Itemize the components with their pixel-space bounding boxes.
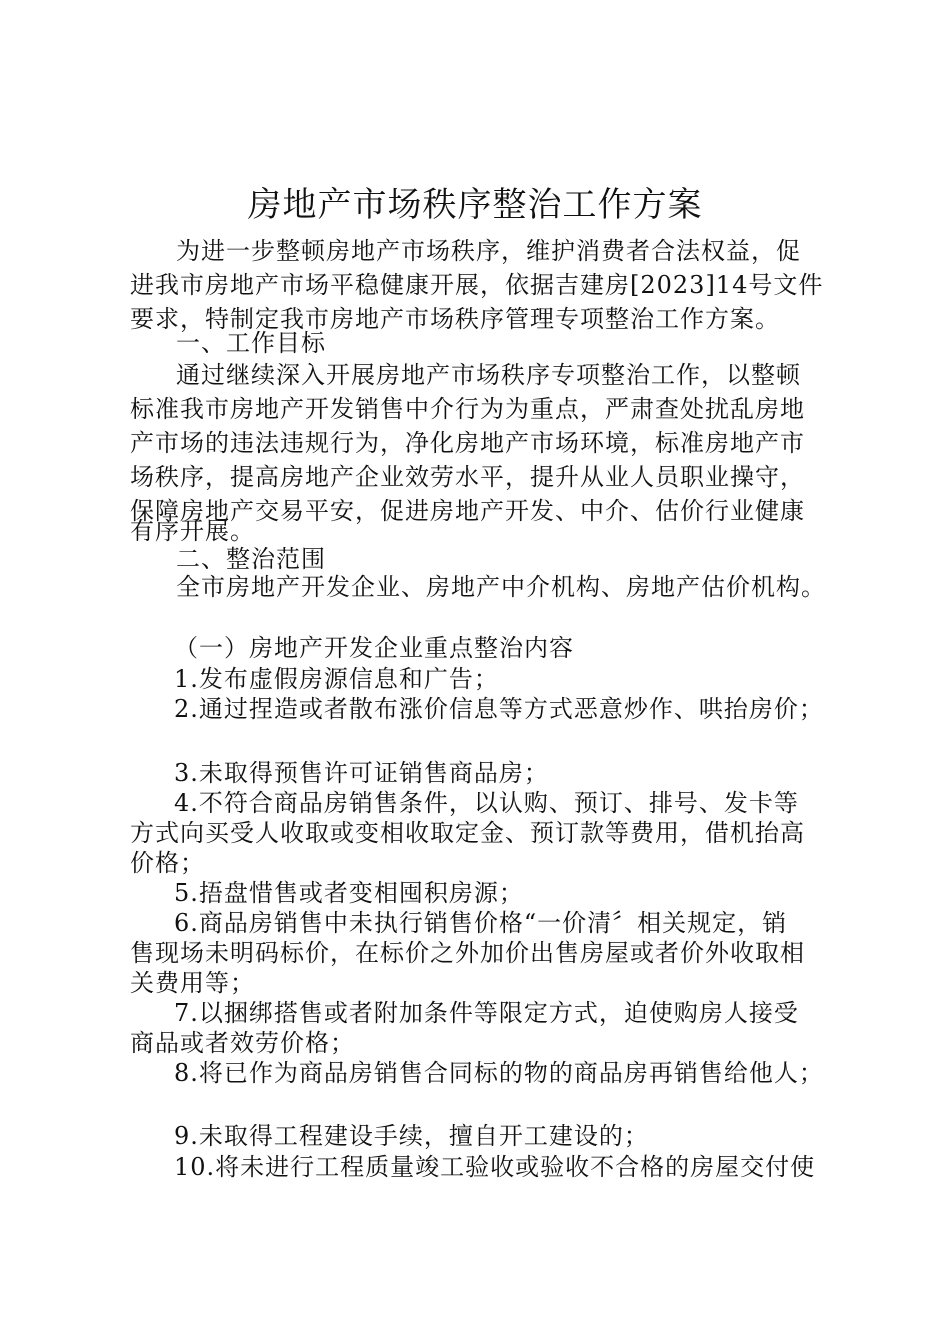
paragraph-line: 标准我市房地产开发销售中介行为为重点，严肃查处扰乱房地 <box>130 395 805 423</box>
list-item-continuation: 售现场未明码标价，在标价之外加价出售房屋或者价外收取相 <box>130 939 805 967</box>
paragraph-line: 有序开展。 <box>130 517 255 545</box>
section-heading: 一、工作目标 <box>176 329 326 357</box>
list-item: 4.不符合商品房销售条件，以认购、预订、排号、发卡等 <box>174 789 799 817</box>
paragraph-line: 要求，特制定我市房地产市场秩序管理专项整治工作方案。 <box>130 305 780 333</box>
list-item: 8.将已作为商品房销售合同标的物的商品房再销售给他人； <box>174 1059 824 1087</box>
paragraph-line: 通过继续深入开展房地产市场秩序专项整治工作，以整顿 <box>176 361 801 389</box>
paragraph-line: 进我市房地产市场平稳健康开展，依据吉建房[2023]14号文件 <box>130 271 824 299</box>
paragraph-line: 为进一步整顿房地产市场秩序，维护消费者合法权益，促 <box>176 237 801 265</box>
document-title: 房地产市场秩序整治工作方案 <box>247 185 703 225</box>
list-item: 3.未取得预售许可证销售商品房； <box>174 759 549 787</box>
list-item: 5.捂盘惜售或者变相囤积房源； <box>174 879 524 907</box>
list-item-continuation: 价格； <box>130 849 205 877</box>
list-item: 7.以捆绑搭售或者附加条件等限定方式，迫使购房人接受 <box>174 999 799 1027</box>
list-item-continuation: 商品或者效劳价格； <box>130 1029 355 1057</box>
paragraph-line: 产市场的违法违规行为，净化房地产市场环境，标准房地产市 <box>130 429 805 457</box>
list-item: 6.商品房销售中未执行销售价格“一价清〞相关规定，销 <box>174 909 788 937</box>
paragraph-line: 保障房地产交易平安，促进房地产开发、中介、估价行业健康 <box>130 497 805 525</box>
list-item: 1.发布虚假房源信息和广告； <box>174 665 499 693</box>
paragraph-line: 全市房地产开发企业、房地产中介机构、房地产估价机构。 <box>176 573 826 601</box>
subsection-heading: （一）房地产开发企业重点整治内容 <box>174 634 574 662</box>
paragraph-line: 场秩序，提高房地产企业效劳水平，提升从业人员职业操守， <box>130 463 805 491</box>
section-heading: 二、整治范围 <box>176 545 326 573</box>
list-item: 2.通过捏造或者散布涨价信息等方式恶意炒作、哄抬房价； <box>174 695 824 723</box>
list-item: 10.将未进行工程质量竣工验收或验收不合格的房屋交付使 <box>174 1153 816 1181</box>
list-item-continuation: 方式向买受人收取或变相收取定金、预订款等费用，借机抬高 <box>130 819 805 847</box>
list-item-continuation: 关费用等； <box>130 969 255 997</box>
list-item: 9.未取得工程建设手续，擅自开工建设的； <box>174 1122 649 1150</box>
